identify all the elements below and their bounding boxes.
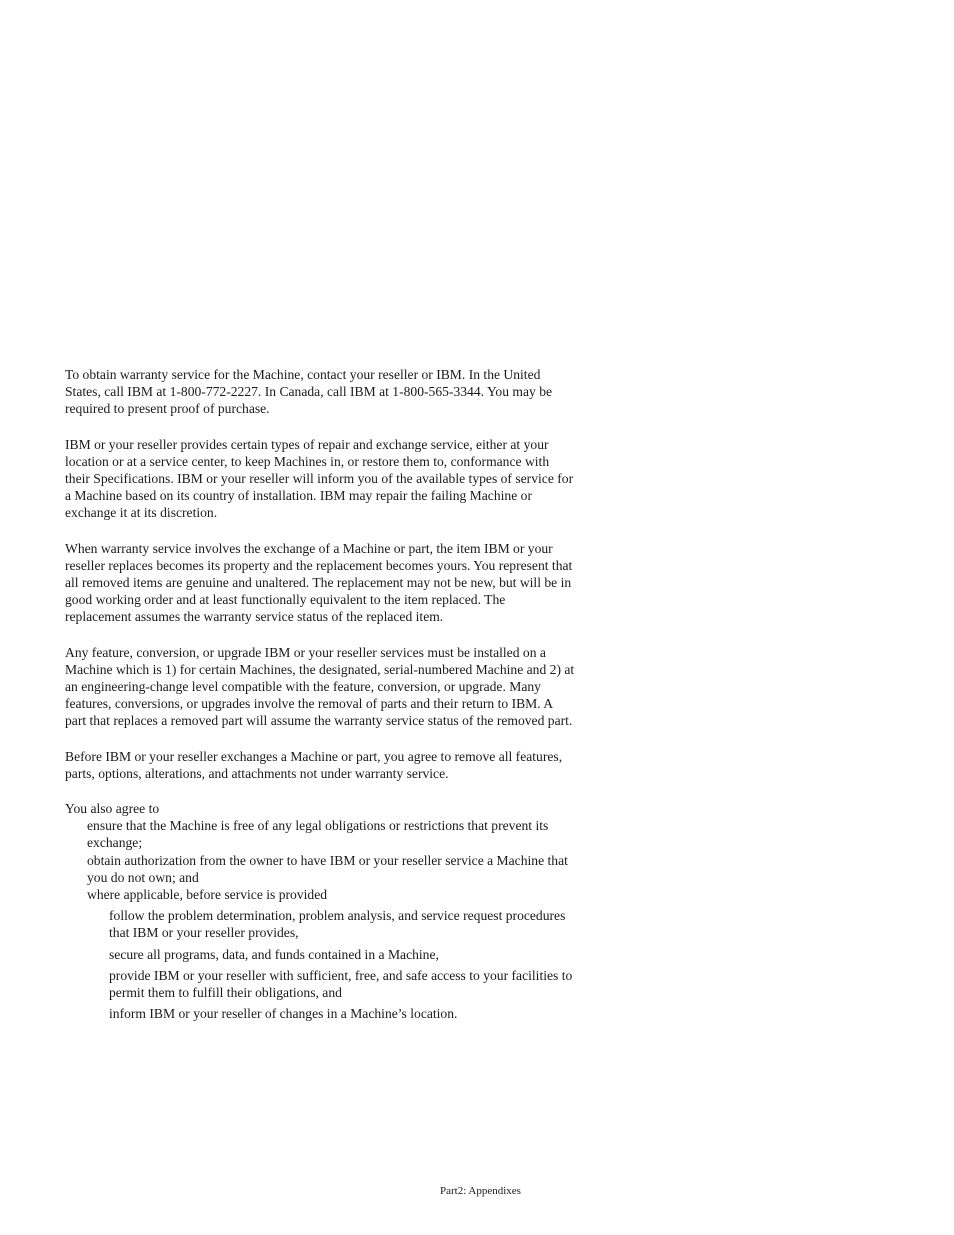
paragraph-feature-conversion: Any feature, conversion, or upgrade IBM or your reseller services must be installed on a Machine which is 1) for certain Machines, the designated, serial-numbered Machine and 2) at an engineering-change level compatible with the feature, conversion, or upgrade. Many features, conversions, or upgrades involve the removal of parts and their return to IBM. A part that replaces a removed part will assume the warranty service status of the removed part. [65,644,575,729]
agree-item-before-service [87,886,575,1022]
warranty-service-text [65,366,575,1027]
paragraph-exchange: When warranty service involves the exchange of a Machine or part, the item IBM or your reseller replaces becomes its property and the replacement becomes yours. You represent that all removed items are genuine and unaltered. The replacement may not be new, but will be in good working order and at least functionally equivalent to the item replaced. The replacement assumes the warranty service status of the replaced item. [65,540,573,625]
paragraph-service-types: IBM or your reseller provides certain types of repair and exchange service, either at your location or at a service center, to keep Machines in, or restore them to, conformance with their Specifications. IBM or your reseller will inform you of the available types of service for a Machine based on its country of installation. IBM may repair the failing Machine or exchange it at its discretion. [65,436,574,521]
sub-item-secure: secure all programs, data, and funds contained in a Machine, [109,946,439,962]
before-service-list [87,907,575,1022]
sub-item-procedures: follow the problem determination, problem analysis, and service request procedures that IBM or your reseller provides, [109,908,566,941]
agree-item-before-service-label: where applicable, before service is provided [87,887,328,903]
page-footer: Part2: Appendixes [440,1185,521,1197]
agree-item-authorization: obtain authorization from the owner to have IBM or your reseller service a Machine that you do not own; and [87,852,568,885]
agree-intro: You also agree to [65,801,160,817]
paragraph-remove-features: Before IBM or your reseller exchanges a Machine or part, you agree to remove all features, parts, options, alterations, and attachments not under warranty service. [65,748,563,781]
paragraph-obtain-service: To obtain warranty service for the Machine, contact your reseller or IBM. In the United States, call IBM at 1-800-772-2227. In Canada, call IBM at 1-800-565-3344. You may be required to present proof of purchase. [65,367,553,417]
sub-item-access: provide IBM or your reseller with sufficient, free, and safe access to your facilities to permit them to fulfill their obligations, and [109,967,573,1001]
sub-item-location: inform IBM or your reseller of changes in a Machine’s location. [109,1006,458,1022]
agree-list [65,817,575,1022]
agree-item-legal: ensure that the Machine is free of any legal obligations or restrictions that prevent its exchange; [87,818,549,851]
